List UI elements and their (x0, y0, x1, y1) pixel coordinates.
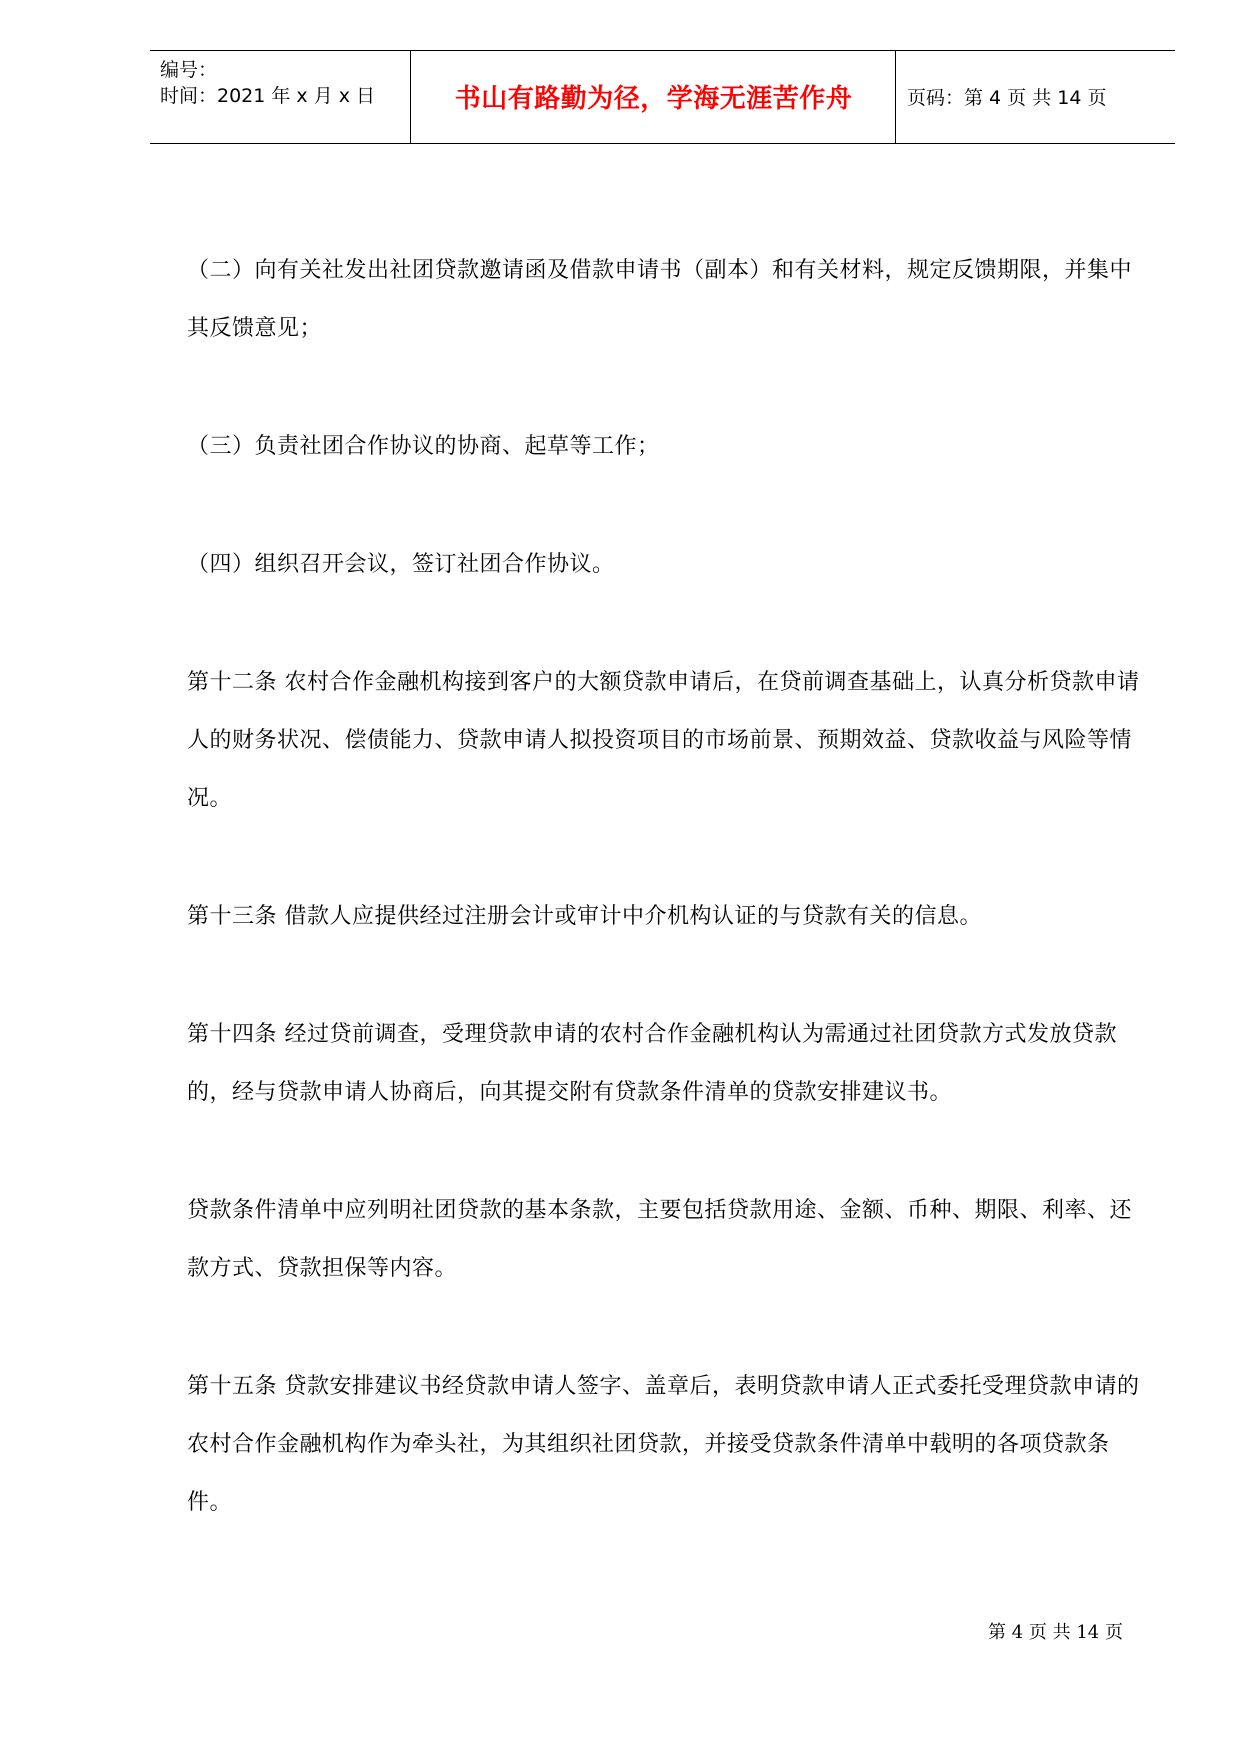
paragraph-item-3: （三）负责社团合作协议的协商、起草等工作； (187, 434, 660, 459)
paragraph-article-15: 第十五条 贷款安排建议书经贷款申请人签字、盖章后，表明贷款申请人正式委托受理贷款申请的农村合作金融机构作为牵头社，为其组织社团贷款，并接受贷款条件清单中载明的各项贷款条件。 (187, 1374, 1140, 1515)
header-page-number: 页码：第 4 页 共 14 页 (907, 87, 1107, 109)
header-divider-left (410, 51, 411, 143)
header-divider-right (895, 51, 896, 143)
document-body (187, 242, 1147, 1592)
paragraph-article-12: 第十二条 农村合作金融机构接到客户的大额贷款申请后，在贷前调查基础上，认真分析贷款申请人的财务状况、偿债能力、贷款申请人拟投资项目的市场前景、预期效益、贷款收益与风险等情况。 (187, 670, 1140, 811)
footer-page-number: 第 4 页 共 14 页 (988, 1622, 1123, 1643)
document-header (150, 50, 1175, 144)
paragraph-item-2: （二）向有关社发出社团贷款邀请函及借款申请书（副本）和有关材料，规定反馈期限，并集中其反馈意见； (187, 258, 1133, 341)
date-label: 时间：2021 年 x 月 x 日 (160, 85, 376, 107)
paragraph-article-14: 第十四条 经过贷前调查，受理贷款申请的农村合作金融机构认为需通过社团贷款方式发放贷款的，经与贷款申请人协商后，向其提交附有贷款条件清单的贷款安排建议书。 (187, 1022, 1117, 1105)
header-motto: 书山有路勤为径，学海无涯苦作舟 (454, 84, 853, 114)
header-meta (160, 57, 375, 109)
paragraph-loan-terms: 贷款条件清单中应列明社团贷款的基本条款，主要包括贷款用途、金额、币种、期限、利率、还款方式、贷款担保等内容。 (187, 1198, 1133, 1281)
serial-number-label: 编号： (160, 59, 218, 81)
paragraph-item-4: （四）组织召开会议，签订社团合作协议。 (187, 552, 615, 577)
paragraph-article-13: 第十三条 借款人应提供经过注册会计或审计中介机构认证的与贷款有关的信息。 (187, 904, 982, 929)
